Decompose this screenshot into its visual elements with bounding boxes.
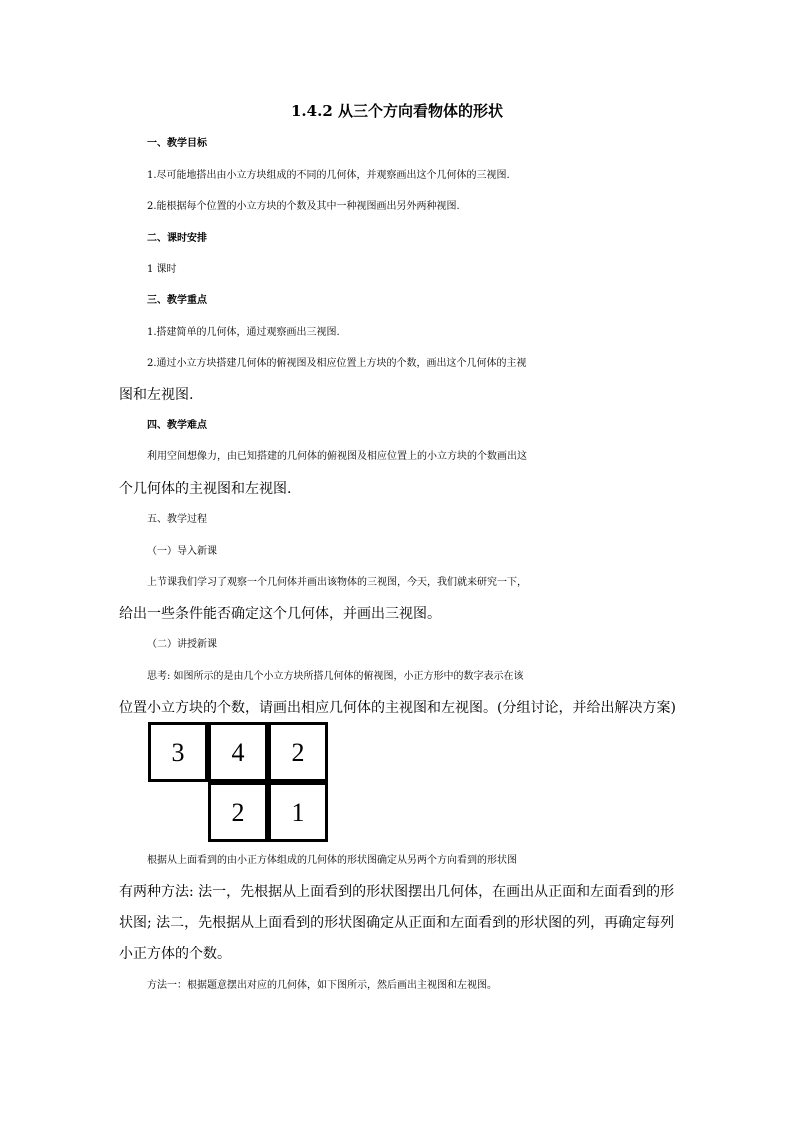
grid-cell: 3	[148, 722, 208, 782]
grid-cell: 4	[208, 722, 268, 782]
schedule-text: 1 课时	[147, 264, 177, 275]
subsection-lecture-heading: （二）讲授新课	[147, 639, 217, 650]
goal-item-1: 1.尽可能地搭出由小立方块组成的不同的几何体，并观察画出这个几何体的三视图.	[147, 170, 510, 181]
section-heading-goals: 一、教学目标	[147, 138, 207, 149]
key-point-1: 1.搭建简单的几何体，通过观察画出三视图.	[147, 327, 340, 338]
think-line-2: 位置小立方块的个数，请画出相应几何体的主视图和左视图。(分组讨论，并给出解决方案)	[119, 700, 676, 716]
difficulty-line-1: 利用空间想像力，由已知搭建的几何体的俯视图及相应位置上的小立方块的个数画出这	[147, 451, 527, 462]
key-point-2-line-1: 2.通过小立方块搭建几何体的俯视图及相应位置上方块的个数，画出这个几何体的主视	[147, 358, 527, 369]
intro-line-1: 上节课我们学习了观察一个几何体并画出该物体的三视图，今天，我们就来研究一下，	[147, 577, 527, 588]
section-heading-key-points: 三、教学重点	[147, 295, 207, 306]
key-point-2-line-2: 图和左视图.	[119, 387, 194, 403]
section-heading-difficulties: 四、教学难点	[147, 420, 207, 431]
grid-cell: 2	[268, 722, 328, 782]
think-line-1: 思考: 如图所示的是由几个小立方块所搭几何体的俯视图，小正方形中的数字表示在该	[147, 671, 524, 682]
method-one-text: 方法一：根据题意摆出对应的几何体，如下图所示，然后画出主视图和左视图。	[147, 980, 497, 991]
method-para-line-1: 根据从上面看到的由小正方体组成的几何体的形状图确定从另两个方向看到的形状图	[147, 855, 517, 866]
difficulty-line-2: 个几何体的主视图和左视图.	[119, 481, 292, 497]
method-para-line-3: 状图; 法二，先根据从上面看到的形状图确定从正面和左面看到的形状图的列，再确定每列	[119, 915, 675, 931]
document-title: 1.4.2 从三个方向看物体的形状	[291, 102, 503, 120]
grid-cell: 2	[208, 782, 268, 842]
method-para-line-4: 小正方体的个数。	[119, 946, 231, 962]
section-heading-process: 五、教学过程	[147, 514, 207, 525]
goal-item-2: 2.能根据每个位置的小立方块的个数及其中一种视图画出另外两种视图.	[147, 201, 460, 212]
subsection-intro-heading: （一）导入新课	[147, 546, 217, 557]
method-para-line-2: 有两种方法: 法一，先根据从上面看到的形状图摆出几何体，在画出从正面和左面看到的形	[119, 884, 675, 900]
section-heading-schedule: 二、课时安排	[147, 233, 207, 244]
intro-line-2: 给出一些条件能否确定这个几何体，并画出三视图。	[119, 606, 441, 622]
grid-cell: 1	[268, 782, 328, 842]
